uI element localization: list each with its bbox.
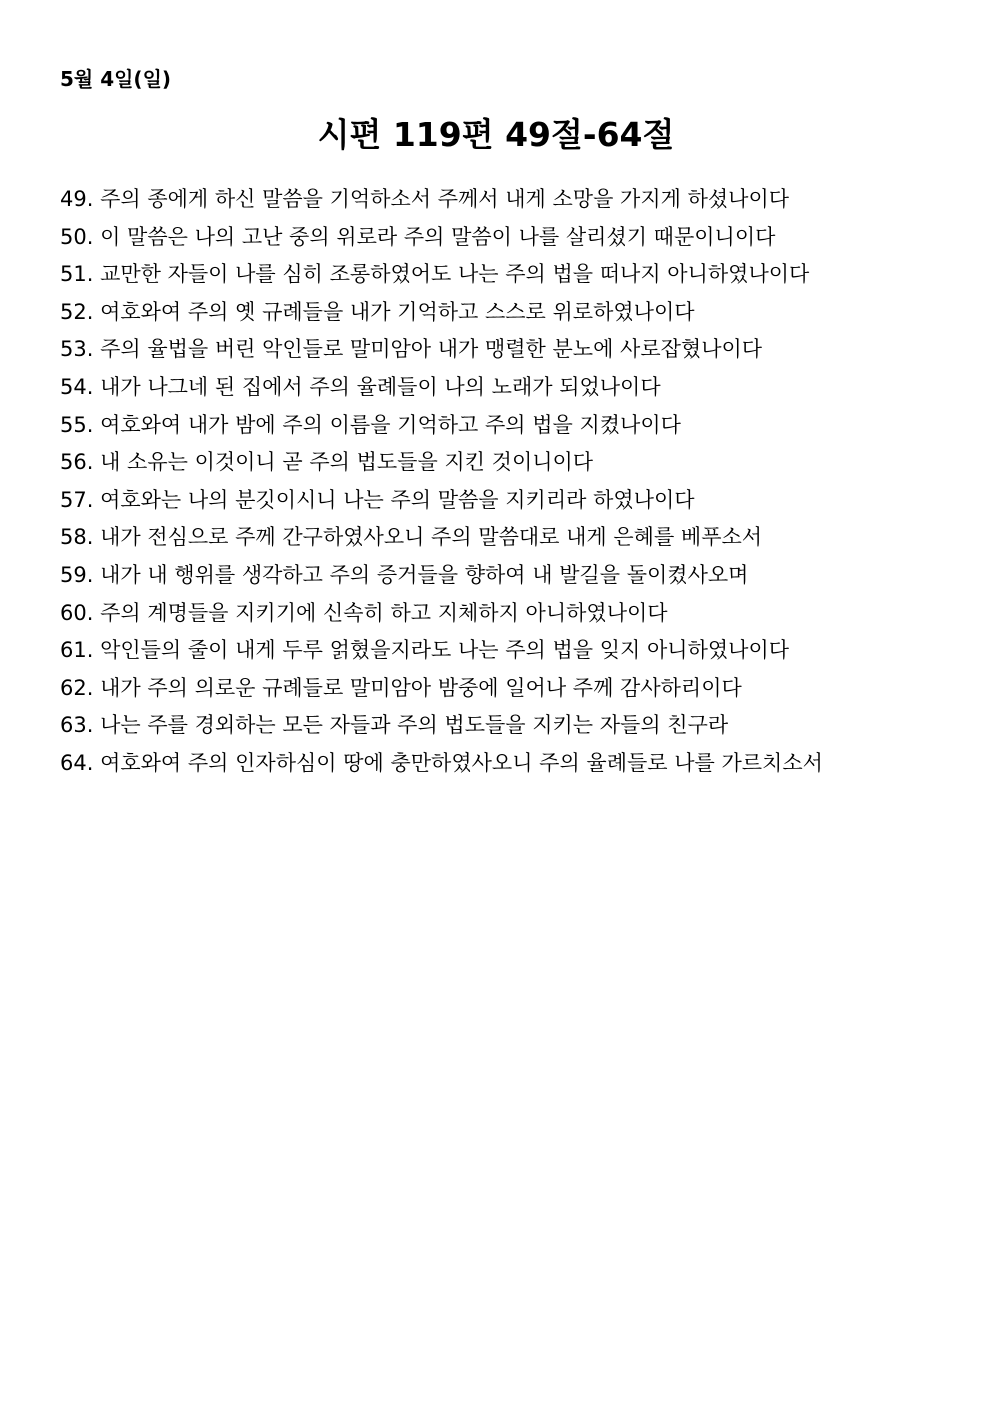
verse-54: 54. 내가 나그네 된 집에서 주의 율례들이 나의 노래가 되었나이다 xyxy=(60,374,661,399)
verse-53: 53. 주의 율법을 버린 악인들로 말미암아 내가 맹렬한 분노에 사로잡혔나이다 xyxy=(60,337,763,362)
verse-list xyxy=(60,181,934,783)
verse-49: 49. 주의 종에게 하신 말씀을 기억하소서 주께서 내게 소망을 가지게 하셨나이다 xyxy=(60,187,790,211)
verse-59: 59. 내가 내 행위를 생각하고 주의 증거들을 향하여 내 발길을 돌이켰사오며 xyxy=(60,562,749,587)
verse-50: 50. 이 말씀은 나의 고난 중의 위로라 주의 말씀이 나를 살리셨기 때문이니이다 xyxy=(60,224,776,249)
verse-55: 55. 여호와여 내가 밤에 주의 이름을 기억하고 주의 법을 지켰나이다 xyxy=(60,412,681,437)
verse-58: 58. 내가 전심으로 주께 간구하였사오니 주의 말씀대로 내게 은혜를 베푸소서 xyxy=(60,525,763,550)
verse-63: 63. 나는 주를 경외하는 모든 자들과 주의 법도들을 지키는 자들의 친구라 xyxy=(60,713,729,738)
verse-56: 56. 내 소유는 이것이니 곧 주의 법도들을 지킨 것이니이다 xyxy=(60,450,594,475)
verse-64: 64. 여호와여 주의 인자하심이 땅에 충만하였사오니 주의 율례들로 나를 가르치소서 xyxy=(60,750,823,775)
date-label: 5월 4일(일) xyxy=(60,67,172,91)
verse-61: 61. 악인들의 줄이 내게 두루 얽혔을지라도 나는 주의 법을 잊지 아니하였나이다 xyxy=(60,638,790,663)
page-title: 시편 119편 49절-64절 xyxy=(317,115,675,154)
verse-52: 52. 여호와여 주의 옛 규례들을 내가 기억하고 스스로 위로하였나이다 xyxy=(60,299,695,324)
verse-60: 60. 주의 계명들을 지키기에 신속히 하고 지체하지 아니하였나이다 xyxy=(60,600,668,625)
verse-51: 51. 교만한 자들이 나를 심히 조롱하였어도 나는 주의 법을 떠나지 아니하였나이다 xyxy=(60,262,810,287)
verse-62: 62. 내가 주의 의로운 규례들로 말미암아 밤중에 일어나 주께 감사하리이다 xyxy=(60,675,742,700)
verse-57: 57. 여호와는 나의 분깃이시니 나는 주의 말씀을 지키리라 하였나이다 xyxy=(60,487,695,512)
